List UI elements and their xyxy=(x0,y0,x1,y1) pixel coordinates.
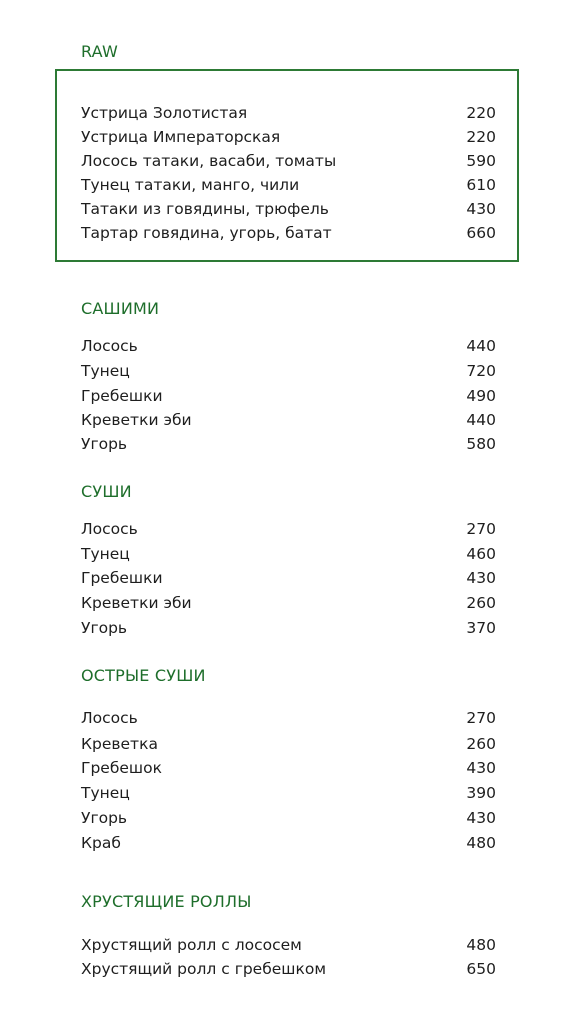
item-name: Угорь xyxy=(81,809,128,827)
menu-item xyxy=(81,958,496,980)
item-name: Тунец татаки, манго, чили xyxy=(81,176,300,194)
section-title-crispy-rolls: ХРУСТЯЩИЕ РОЛЛЫ xyxy=(81,892,252,911)
item-price: 390 xyxy=(466,784,496,802)
menu-item xyxy=(81,150,496,172)
item-name: Тунец xyxy=(81,362,130,380)
item-price: 440 xyxy=(466,411,496,429)
menu-item xyxy=(81,733,496,755)
section-title-sushi: СУШИ xyxy=(81,482,132,501)
item-price: 430 xyxy=(466,569,496,587)
item-name: Лосось татаки, васаби, томаты xyxy=(81,152,337,170)
item-price: 220 xyxy=(466,104,496,122)
section-title-spicy-sushi: ОСТРЫЕ СУШИ xyxy=(81,666,206,685)
menu-item xyxy=(81,198,496,220)
item-name: Креветки эби xyxy=(81,411,192,429)
item-name: Устрица Золотистая xyxy=(81,104,248,122)
item-price: 650 xyxy=(466,960,496,978)
section-title-sashimi: САШИМИ xyxy=(81,299,160,318)
item-name: Хрустящий ролл с гребешком xyxy=(81,960,327,978)
item-price: 480 xyxy=(466,834,496,852)
item-price: 460 xyxy=(466,545,496,563)
item-price: 720 xyxy=(466,362,496,380)
item-price: 220 xyxy=(466,128,496,146)
item-price: 660 xyxy=(466,224,496,242)
menu-item xyxy=(81,518,496,540)
menu-item xyxy=(81,707,496,729)
item-name: Лосось xyxy=(81,520,138,538)
menu-item xyxy=(81,385,496,407)
item-price: 590 xyxy=(466,152,496,170)
item-name: Угорь xyxy=(81,619,128,637)
item-price: 260 xyxy=(466,735,496,753)
item-name: Лосось xyxy=(81,709,138,727)
item-price: 480 xyxy=(466,936,496,954)
item-price: 580 xyxy=(466,435,496,453)
menu-item xyxy=(81,409,496,431)
item-name: Лосось xyxy=(81,337,138,355)
menu-item xyxy=(81,126,496,148)
item-name: Угорь xyxy=(81,435,128,453)
item-name: Устрица Императорская xyxy=(81,128,281,146)
item-price: 270 xyxy=(466,709,496,727)
menu-item xyxy=(81,543,496,565)
menu-item xyxy=(81,807,496,829)
menu-item xyxy=(81,174,496,196)
item-name: Татаки из говядины, трюфель xyxy=(81,200,329,218)
item-name: Гребешки xyxy=(81,387,163,405)
menu-item xyxy=(81,567,496,589)
menu-item xyxy=(81,757,496,779)
item-price: 610 xyxy=(466,176,496,194)
section-title-raw: RAW xyxy=(81,42,118,61)
menu-item xyxy=(81,433,496,455)
item-price: 430 xyxy=(466,759,496,777)
menu-item xyxy=(81,360,496,382)
item-name: Тунец xyxy=(81,545,130,563)
item-price: 440 xyxy=(466,337,496,355)
menu-item xyxy=(81,222,496,244)
item-name: Креветки эби xyxy=(81,594,192,612)
menu-item xyxy=(81,832,496,854)
menu-item xyxy=(81,617,496,639)
item-name: Хрустящий ролл с лососем xyxy=(81,936,302,954)
item-name: Краб xyxy=(81,834,121,852)
menu-item xyxy=(81,782,496,804)
item-name: Тартар говядина, угорь, батат xyxy=(81,224,332,242)
menu-item xyxy=(81,102,496,124)
item-name: Тунец xyxy=(81,784,130,802)
item-price: 260 xyxy=(466,594,496,612)
item-price: 270 xyxy=(466,520,496,538)
menu-item xyxy=(81,934,496,956)
item-price: 490 xyxy=(466,387,496,405)
item-name: Гребешок xyxy=(81,759,162,777)
item-name: Креветка xyxy=(81,735,158,753)
menu-item xyxy=(81,335,496,357)
item-name: Гребешки xyxy=(81,569,163,587)
item-price: 430 xyxy=(466,809,496,827)
menu-item xyxy=(81,592,496,614)
item-price: 430 xyxy=(466,200,496,218)
item-price: 370 xyxy=(466,619,496,637)
